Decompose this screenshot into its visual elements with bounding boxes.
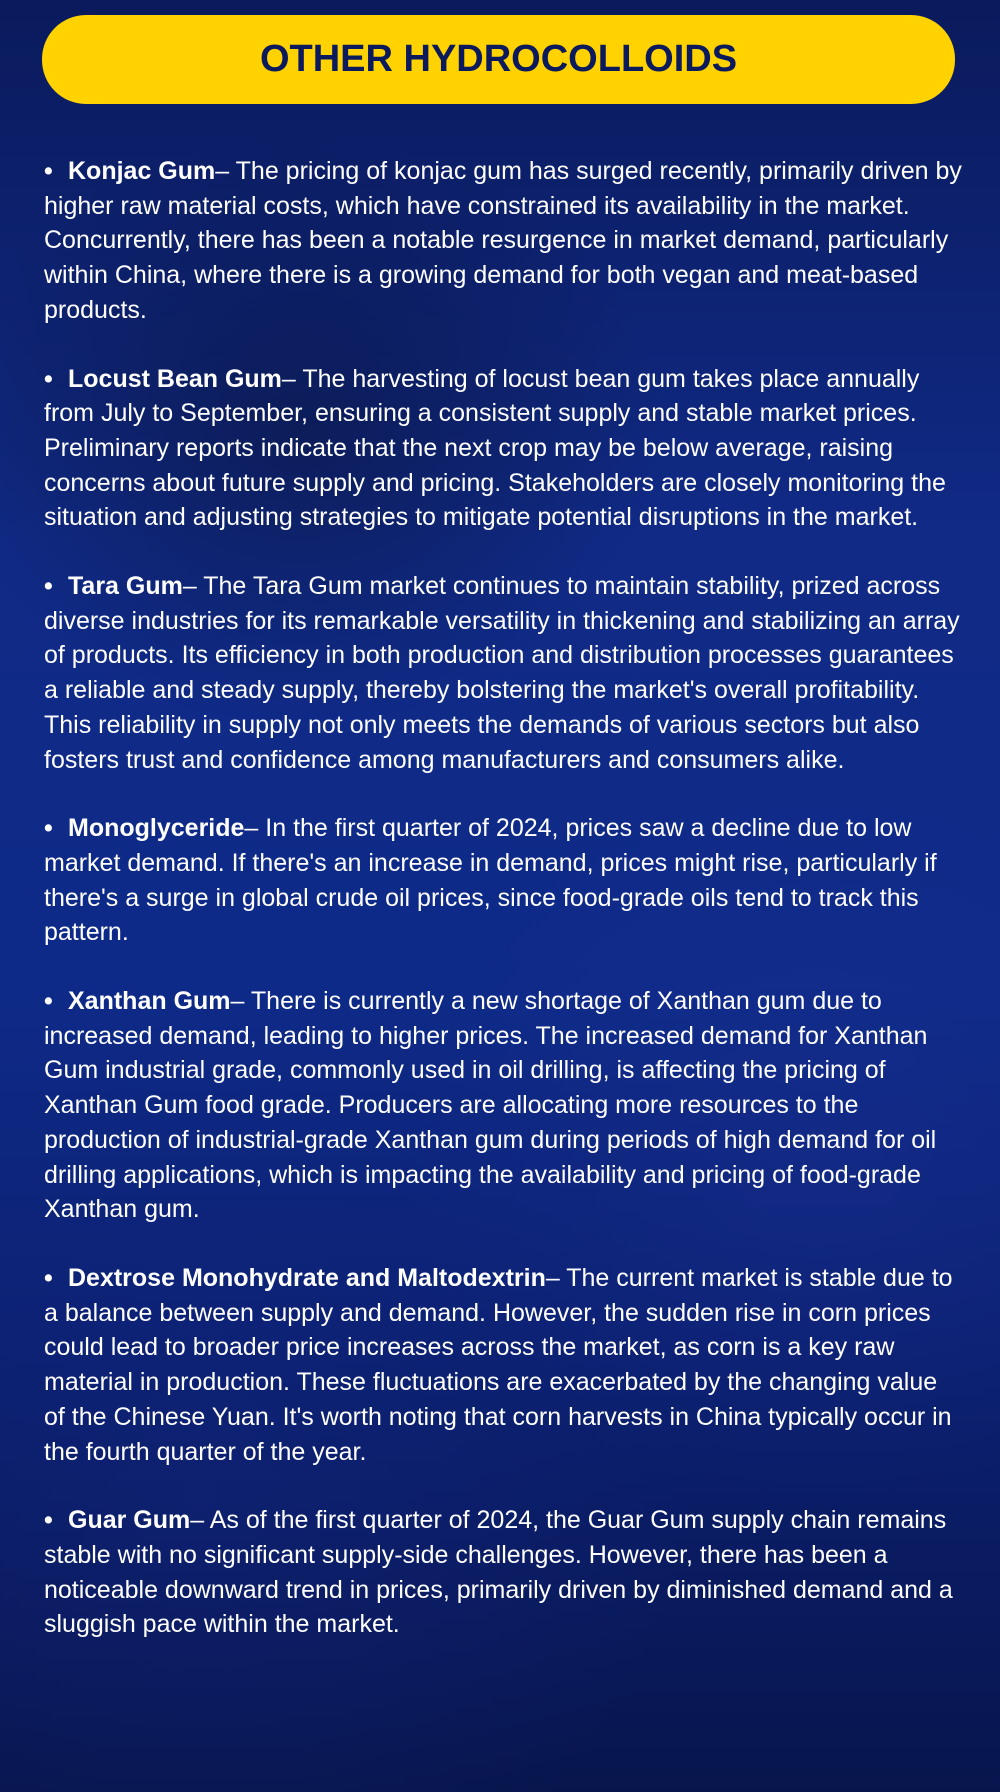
bullet: • bbox=[44, 814, 53, 843]
entry-tara-gum bbox=[44, 569, 964, 777]
entry-monoglyceride bbox=[44, 811, 964, 950]
bullet: • bbox=[44, 364, 53, 393]
bullet: • bbox=[44, 157, 53, 185]
entry-text: – The current market is stable due to a balance between supply and demand. However, the sudden rise in corn prices could lead to broader price increases across the market, as corn is a key raw material in production. These fluctuations are exacerbated by the changing value of the Chinese Yuan. It's worth noting that corn harvests in China typically occur in the fourth quarter of the year. bbox=[44, 1263, 953, 1466]
entry-text: – In the first quarter of 2024, prices saw a decline due to low market demand. If there's an increase in demand, prices might rise, particularly if there's a surge in global crude oil prices, since food-grade oils tend to track this pattern. bbox=[44, 814, 937, 947]
entry-text: – The Tara Gum market continues to maintain stability, prized across diverse industries for its remarkable versatility in thickening and stabilizing an array of products. Its efficiency in both production and distribution processes guarantees a reliable and steady supply, thereby bolstering the market's overall profitability. This reliability in supply not only meets the demands of various sectors but also fosters trust and confidence among manufacturers and consumers alike. bbox=[44, 572, 960, 774]
entry-name: Xanthan Gum bbox=[68, 987, 231, 1016]
entry-name: Locust Bean Gum bbox=[68, 364, 282, 393]
bullet: • bbox=[44, 987, 53, 1016]
title-banner bbox=[42, 15, 955, 104]
entry-text: – As of the first quarter of 2024, the Guar Gum supply chain remains stable with no significant supply-side challenges. However, there has been a noticeable downward trend in prices, primarily driven by diminished demand and a sluggish pace within the market. bbox=[44, 1506, 953, 1639]
page-title: OTHER HYDROCOLLOIDS bbox=[259, 38, 738, 80]
entry-name: Dextrose Monohydrate and Maltodextrin bbox=[68, 1263, 546, 1292]
entry-text: – The pricing of konjac gum has surged recently, primarily driven by higher raw material costs, which have constrained its availability in the market. Concurrently, there has been a notable resurgence in market demand, particularly within China, where there is a growing demand for both vegan and meat-based products. bbox=[44, 157, 962, 324]
entry-name: Konjac Gum bbox=[68, 157, 216, 185]
bullet: • bbox=[44, 1263, 53, 1292]
entry-guar-gum bbox=[44, 1503, 964, 1642]
entry-locust-bean-gum bbox=[44, 362, 964, 536]
bullet: • bbox=[44, 572, 53, 601]
bullet: • bbox=[44, 1506, 53, 1535]
entry-xanthan-gum bbox=[44, 984, 964, 1227]
entry-name: Guar Gum bbox=[68, 1506, 191, 1535]
entry-name: Tara Gum bbox=[68, 572, 183, 601]
entry-text: – There is currently a new shortage of Xanthan gum due to increased demand, leading to higher prices. The increased demand for Xanthan Gum industrial grade, commonly used in oil drilling, is affecting the pricing of Xanthan Gum food grade. Producers are allocating more resources to the production of industrial-grade Xanthan gum during periods of high demand for oil drilling applications, which is impacting the availability and pricing of food-grade Xanthan gum. bbox=[44, 987, 937, 1224]
entry-text: – The harvesting of locust bean gum takes place annually from July to September, ensuring a consistent supply and stable market prices. Preliminary reports indicate that the next crop may be below average, raising concerns about future supply and pricing. Stakeholders are closely monitoring the situation and adjusting strategies to mitigate potential disruptions in the market. bbox=[44, 364, 946, 532]
entry-name: Monoglyceride bbox=[68, 814, 245, 843]
entry-dextrose-maltodextrin bbox=[44, 1261, 964, 1469]
entries-list bbox=[44, 154, 964, 1676]
entry-konjac-gum bbox=[44, 154, 964, 328]
